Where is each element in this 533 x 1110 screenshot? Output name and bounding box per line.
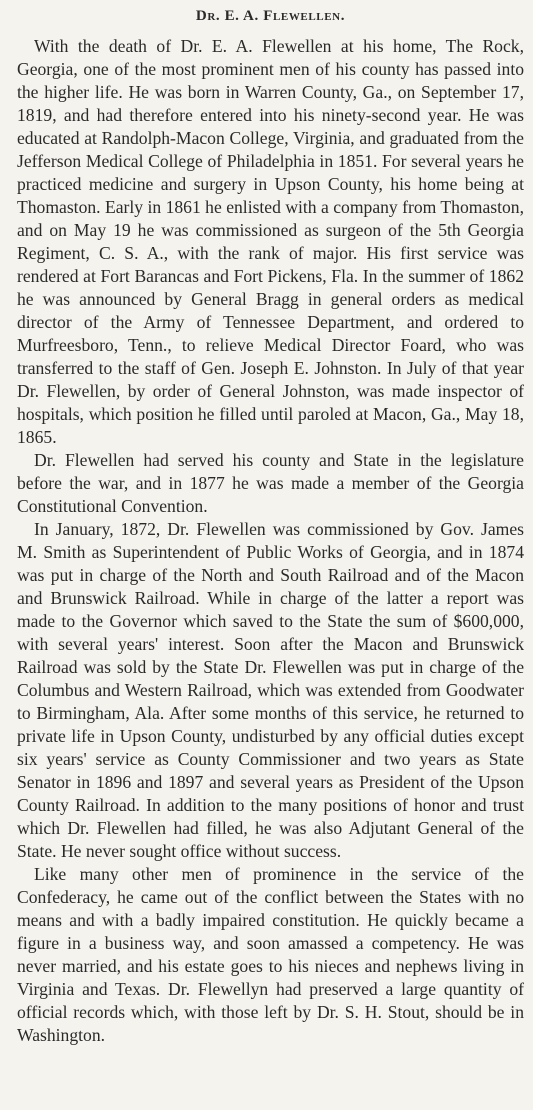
article-title: Dr. E. A. Flewellen. xyxy=(195,8,346,24)
paragraph-2: Dr. Flewellen had served his county and State in the legislature before the war, and in 1877 he was made a member of the Georgia Constitutional Convention. xyxy=(17,450,524,516)
paragraph-4: Like many other men of prominence in the service of the Confederacy, he came out of the conflict between the States with no means and with a badly impaired constitution. He quickly became a figure in a business way, and soon amassed a competency. He was never married, and his estate goes to his nieces and nephews living in Virginia and Texas. Dr. Flewellyn had preserved a large quantity of official records which, with those left by Dr. S. H. Stout, should be in Washington. xyxy=(17,864,524,1045)
paragraph-1: With the death of Dr. E. A. Flewellen at his home, The Rock, Georgia, one of the most prominent men of his county has passed into the higher life. He was born in Warren County, Ga., on September 17, 1819, and had therefore entered into his ninety-second year. He was educated at Randolph-Macon College, Virginia, and graduated from the Jefferson Medical College of Philadelphia in 1851. For several years he practiced medicine and surgery in Upson County, his home being at Thomaston. Early in 1861 he enlisted with a company from Thomaston, and on May 19 he was commissioned as surgeon of the 5th Georgia Regiment, C. S. A., with the rank of major. His first service was rendered at Fort Barancas and Fort Pickens, Fla. In the summer of 1862 he was announced by General Bragg in general orders as medical director of the Army of Tennessee Department, and ordered to Murfreesboro, Tenn., to relieve Medical Director Foard, who was transferred to the staff of Gen. Joseph E. Johnston. In July of that year Dr. Flewellen, by order of General Johnston, was made inspector of hospitals, which position he filled until paroled at Macon, Ga., May 18, 1865. xyxy=(17,36,524,447)
paragraph-3: In January, 1872, Dr. Flewellen was commissioned by Gov. James M. Smith as Superintendent of Public Works of Georgia, and in 1874 was put in charge of the North and South Railroad and of the Macon and Brunswick Railroad. While in charge of the latter a report was made to the Governor which saved to the State the sum of $600,000, with several years' interest. Soon after the Macon and Brunswick Railroad was sold by the State Dr. Flewellen was put in charge of the Columbus and Western Railroad, which was extended from Goodwater to Birmingham, Ala. After some months of this service, he returned to private life in Upson County, undisturbed by any official duties except six years' service as County Commissioner and two years as State Senator in 1896 and 1897 and several years as President of the Upson County Railroad. In addition to the many positions of honor and trust which Dr. Flewellen had filled, he was also Adjutant General of the State. He never sought office without success. xyxy=(17,519,524,861)
